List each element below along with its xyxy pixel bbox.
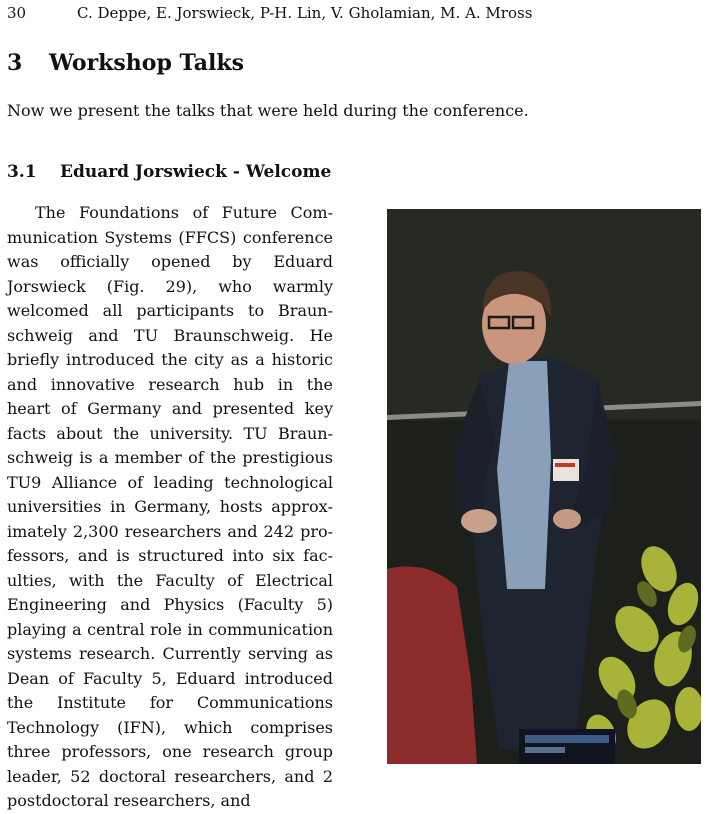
- subsection-title: Eduard Jorswieck - Welcome: [60, 162, 332, 182]
- page-number: 30: [7, 4, 27, 22]
- speaker-photo: [387, 209, 701, 764]
- speaker-photo-illustration: [387, 209, 701, 764]
- section-heading: [7, 50, 244, 76]
- section-intro: Now we present the talks that were held during the conference.: [7, 101, 529, 120]
- subsection-heading: [7, 162, 331, 182]
- running-header: [7, 4, 532, 22]
- section-number: 3: [7, 50, 23, 76]
- subsection-number: 3.1: [7, 162, 37, 182]
- body-paragraph: The Foundations of Future Communication Systems (FFCS) conference was officially opened by Eduard Jorswieck (Fig. 29), who warmly welcomed all participants to Braunschweig and TU Braunschweig. He briefly introduced the city as a historic and innovative research hub in the heart of Germany and presented key facts about the university. TU Braunschweig is a member of the prestigious TU9 Alliance of leading technological universities in Germany, hosts approximately 2,300 researchers and 242 professors, and is structured into six faculties, with the Faculty of Electrical Engineering and Physics (Faculty 5) playing a central role in communication systems research. Currently serving as Dean of Faculty 5, Eduard introduced the Institute for Communications Technology (IFN), which comprises three professors, one research group leader, 52 doctoral researchers, and 2 postdoctoral researchers, and: [7, 203, 333, 810]
- section-title: Workshop Talks: [49, 50, 245, 76]
- running-header-authors: C. Deppe, E. Jorswieck, P-H. Lin, V. Gholamian, M. A. Mross: [77, 4, 533, 22]
